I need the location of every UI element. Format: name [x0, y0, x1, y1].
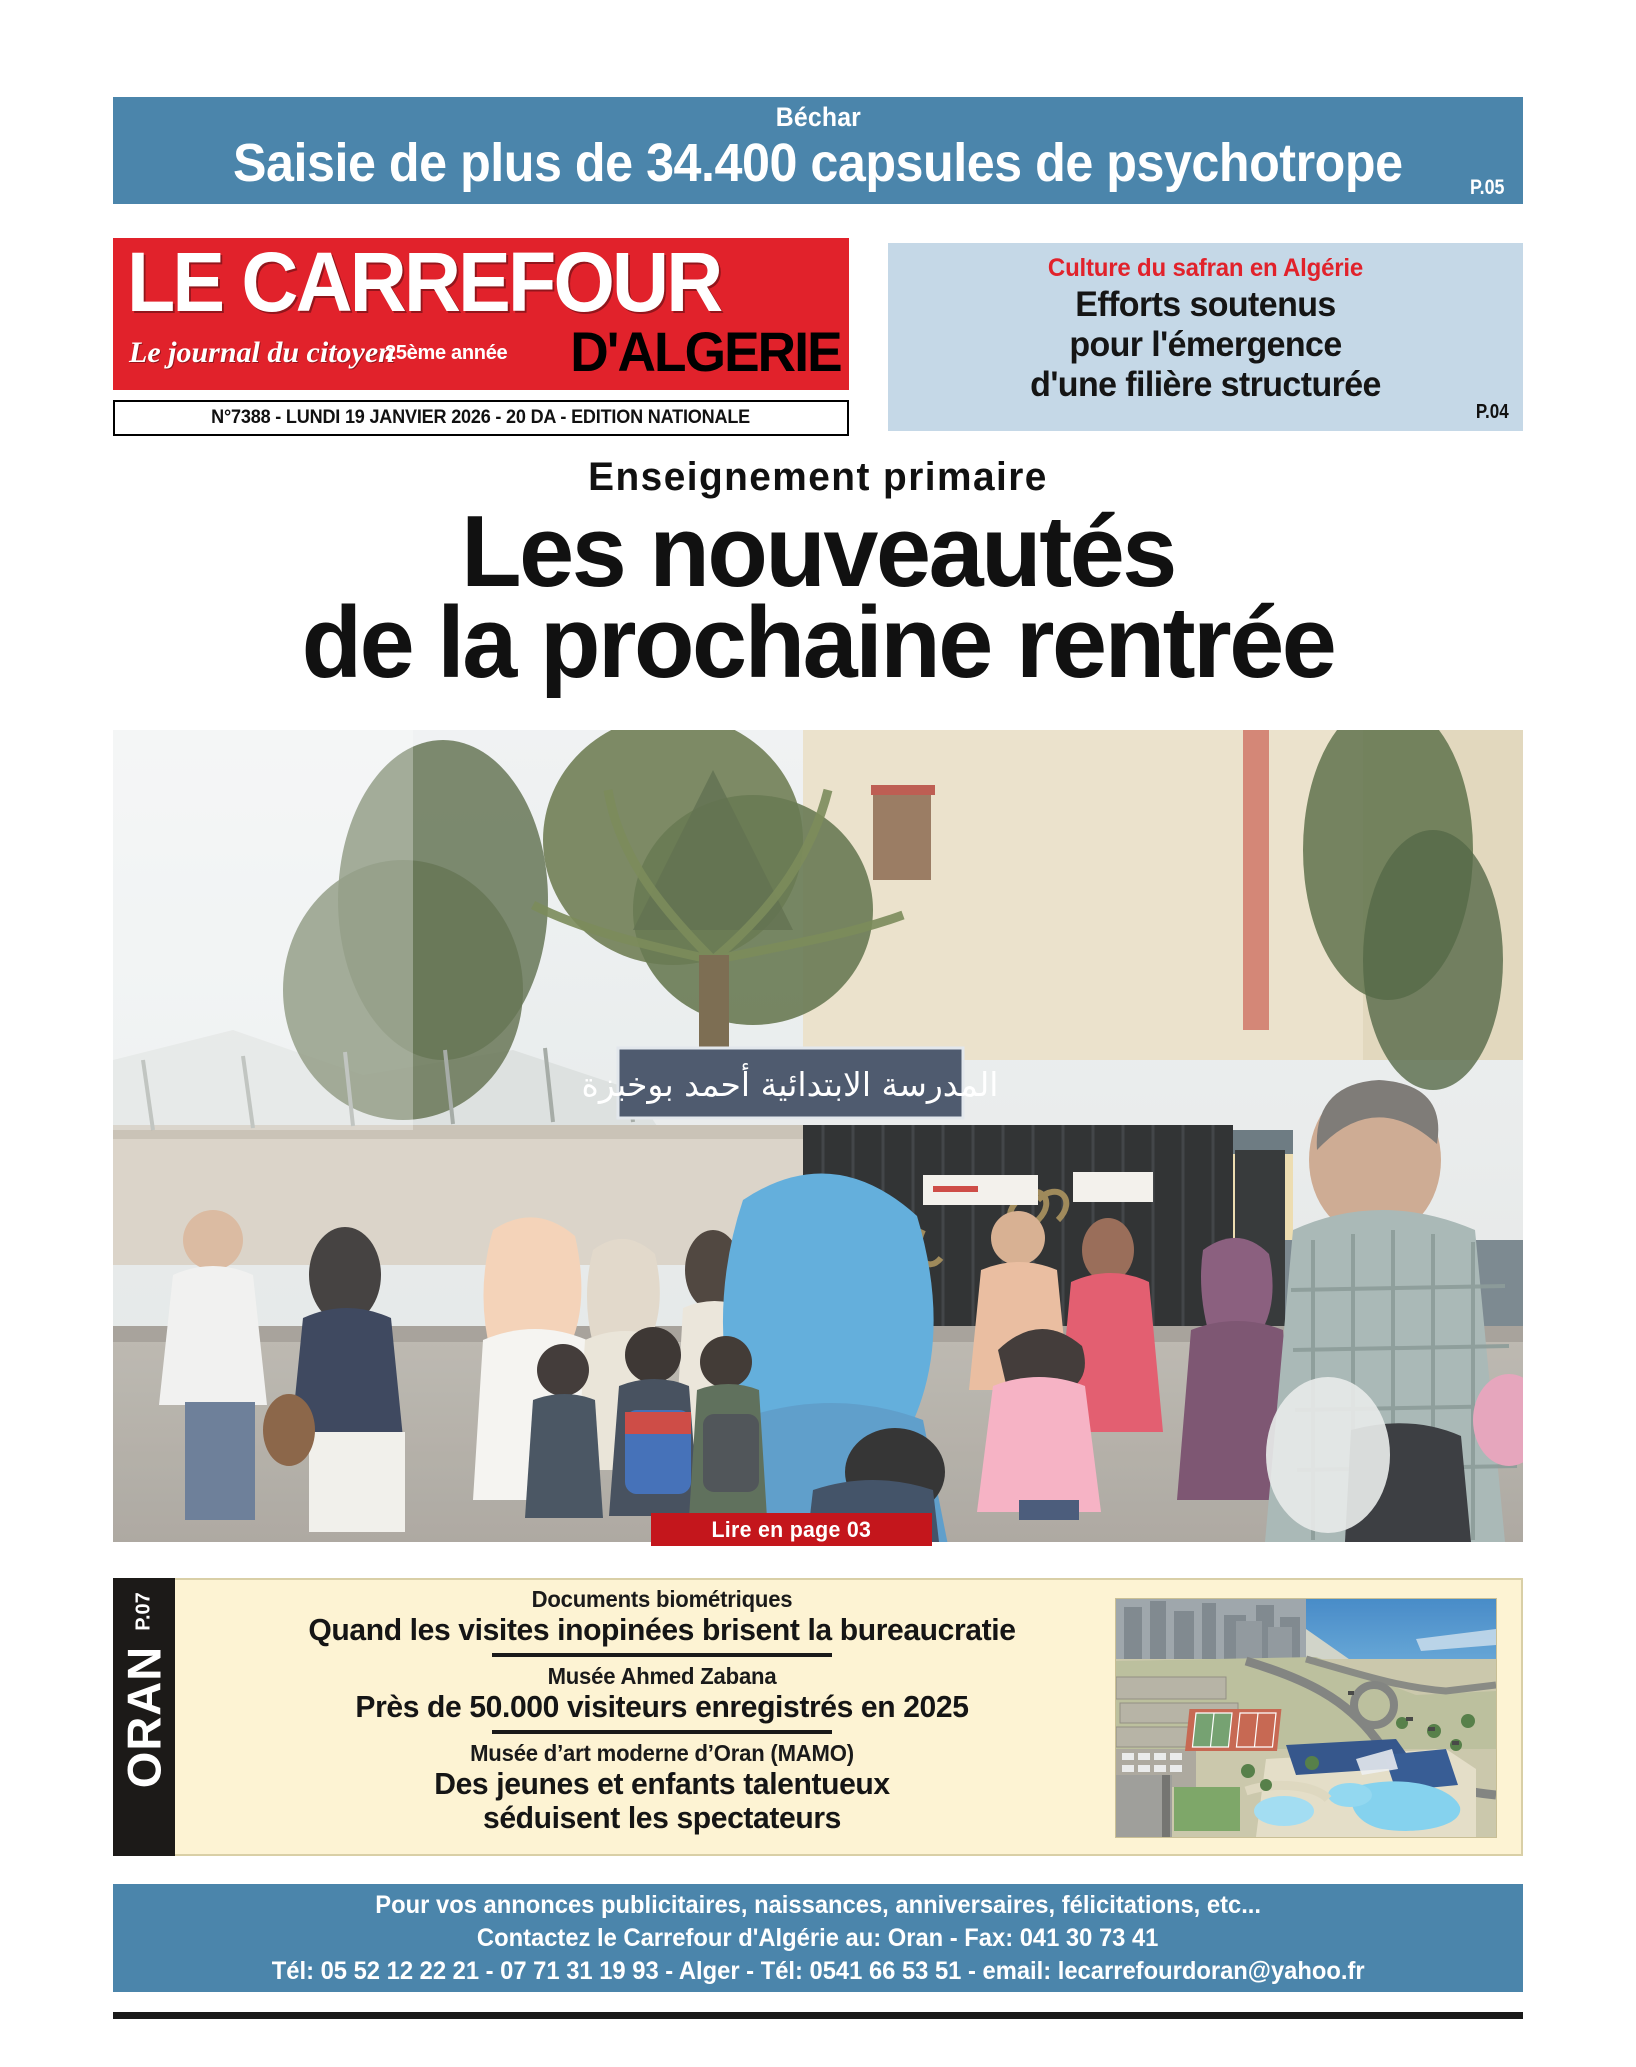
- oran-item-3-kicker: Musée d’art moderne d’Oran (MAMO): [470, 1740, 854, 1767]
- oran-item-1-kicker: Documents biométriques: [531, 1586, 793, 1612]
- oran-divider-2: [492, 1730, 832, 1734]
- oran-coastline-illustration: [1116, 1599, 1496, 1837]
- oran-aerial-photo: [1115, 1598, 1497, 1838]
- top-banner[interactable]: [113, 97, 1523, 204]
- oran-panel: [175, 1578, 1523, 1856]
- oran-item-1-headline[interactable]: Quand les visites inopinées brisent la bureaucratie: [308, 1612, 1016, 1647]
- oran-page-ref: P.07: [132, 1592, 155, 1631]
- footer-line-1: Pour vos annonces publicitaires, naissances, anniversaires, félicitations, etc...: [375, 1890, 1261, 1919]
- issue-info-text: N°7388 - LUNDI 19 JANVIER 2026 - 20 DA - EDITION NATIONALE: [211, 407, 751, 428]
- masthead-title-second: D'ALGERIE: [570, 320, 841, 383]
- lead-headline-line1: Les nouveautés: [461, 496, 1175, 608]
- lead-story-kicker: Enseignement primaire: [588, 455, 1048, 499]
- issue-info-bar: [113, 400, 849, 436]
- top-banner-page-ref: P.05: [1469, 176, 1504, 199]
- footer-line-2: Contactez le Carrefour d'Algérie au: Oran - Fax: 041 30 73 41: [477, 1923, 1159, 1952]
- safran-headline-line3: d'une filière structurée: [1030, 364, 1381, 404]
- top-banner-headline: Saisie de plus de 34.400 capsules de psychotrope: [233, 133, 1403, 193]
- bottom-rule: [113, 2012, 1523, 2019]
- school-entrance-illustration: [113, 730, 1523, 1542]
- oran-item-2-headline[interactable]: Près de 50.000 visiteurs enregistrés en 2025: [355, 1689, 969, 1725]
- read-more-label: Lire en page 03: [711, 1516, 872, 1542]
- lead-headline-line2: de la prochaine rentrée: [301, 586, 1335, 699]
- oran-items: [197, 1586, 1127, 1835]
- lead-story-photo: [113, 730, 1523, 1542]
- svg-text:المدرسة الابتدائية أحمد بوخبزة: المدرسة الابتدائية أحمد بوخبزة: [581, 1065, 999, 1104]
- safran-page-ref: P.04: [1476, 401, 1510, 423]
- masthead-tagline: Le journal du citoyen: [129, 336, 395, 369]
- oran-item-3-headline-line1[interactable]: Des jeunes et enfants talentueux: [434, 1766, 890, 1802]
- footer-contact-banner: [113, 1884, 1523, 1992]
- oran-item-2-kicker: Musée Ahmed Zabana: [547, 1663, 777, 1690]
- oran-section-label: ORAN: [117, 1645, 171, 1789]
- safran-headline-line2: pour l'émergence: [1069, 324, 1342, 364]
- safran-kicker: Culture du safran en Algérie: [1047, 254, 1364, 282]
- safran-headline-line1: Efforts soutenus: [1075, 285, 1336, 324]
- footer-line-3: Tél: 05 52 12 22 21 - 07 71 31 19 93 - Alger - Tél: 0541 66 53 51 - email: lecarrefourdoran@yahoo.fr: [271, 1956, 1365, 1985]
- top-banner-kicker: Béchar: [775, 102, 861, 132]
- oran-item-3-headline-line2[interactable]: séduisent les spectateurs: [483, 1800, 841, 1836]
- masthead-title-main: LE CARREFOUR: [127, 235, 721, 329]
- oran-section-bar: [113, 1578, 175, 1856]
- oran-divider-1: [492, 1653, 832, 1657]
- lead-story-headline: [16, 496, 1619, 699]
- masthead-logo[interactable]: [113, 235, 849, 390]
- read-more-tag[interactable]: [651, 1513, 932, 1546]
- oran-section: [113, 1578, 1523, 1856]
- masthead-anniversary: 25ème année: [385, 342, 508, 364]
- safran-teaser-box[interactable]: [888, 243, 1523, 431]
